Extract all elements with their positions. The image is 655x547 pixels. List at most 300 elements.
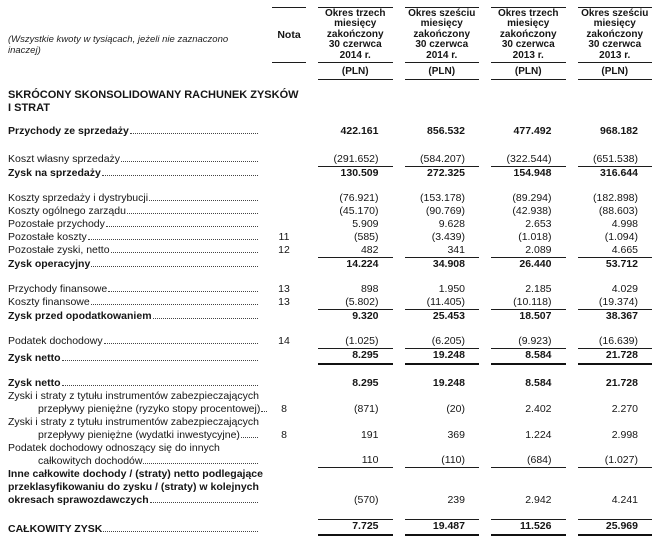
table-row bbox=[8, 283, 652, 296]
row-value-cell bbox=[479, 283, 566, 296]
row-value-cell bbox=[479, 296, 566, 309]
row-value-cell bbox=[306, 429, 393, 442]
row-value: 8.584 bbox=[525, 377, 552, 389]
row-value: 8.295 bbox=[318, 348, 393, 365]
dot-leader bbox=[91, 304, 258, 305]
row-value-cell bbox=[566, 377, 653, 390]
col-header-period-2 bbox=[393, 7, 480, 80]
table-row bbox=[8, 377, 652, 390]
row-label-text: Koszty finansowe bbox=[8, 296, 90, 308]
row-value-cell bbox=[566, 296, 653, 309]
period-label-line: 2013 r. bbox=[599, 49, 631, 61]
row-label-line bbox=[8, 352, 262, 365]
row-value-cell bbox=[479, 403, 566, 416]
row-value-cell bbox=[393, 283, 480, 296]
row-label-line bbox=[8, 218, 262, 231]
statement-title bbox=[8, 89, 652, 115]
row-value: (1.018) bbox=[518, 231, 552, 243]
row-value: 2.998 bbox=[611, 429, 638, 441]
row-value: (20) bbox=[446, 403, 465, 415]
period-label-line: miesięcy bbox=[507, 18, 550, 30]
row-label-line bbox=[8, 429, 262, 442]
period-label-line: 30 czerwca bbox=[501, 39, 555, 51]
row-label-line bbox=[8, 416, 262, 429]
row-value-cell bbox=[566, 257, 653, 271]
dot-leader bbox=[150, 502, 258, 503]
row-nota: 8 bbox=[281, 403, 287, 415]
row-value-cell bbox=[393, 153, 480, 166]
row-value: (88.603) bbox=[598, 205, 638, 217]
row-value-cell bbox=[393, 231, 480, 244]
statement-title-line2: I STRAT bbox=[8, 102, 50, 114]
row-label-text: Zysk operacyjny bbox=[8, 258, 91, 270]
row-value: 2.653 bbox=[525, 218, 552, 230]
row-value-cell bbox=[306, 218, 393, 231]
row-value: (322.544) bbox=[506, 153, 552, 165]
period-label bbox=[405, 7, 480, 63]
period-label-line: 2014 r. bbox=[339, 49, 371, 61]
row-value: 4.998 bbox=[611, 218, 638, 230]
row-label-text: Zysk netto bbox=[8, 352, 61, 364]
row-value: 191 bbox=[360, 429, 379, 441]
row-label bbox=[8, 218, 262, 231]
row-value: 422.161 bbox=[340, 125, 379, 137]
row-value: 19.487 bbox=[405, 519, 480, 536]
row-label-text: przepływy pieniężne (wydatki inwestycyjne) bbox=[38, 429, 240, 441]
row-value-cell bbox=[566, 309, 653, 323]
table-row bbox=[8, 205, 652, 218]
row-nota: 11 bbox=[278, 231, 290, 243]
row-value-cell bbox=[306, 309, 393, 323]
row-label-text: Podatek dochodowy bbox=[8, 335, 103, 347]
row-value: 14.224 bbox=[318, 257, 393, 271]
row-value: (3.439) bbox=[431, 231, 465, 243]
row-label-text: Zyski i straty z tytułu instrumentów zabezpieczających bbox=[8, 416, 259, 428]
row-value: 21.728 bbox=[605, 377, 638, 389]
dot-leader bbox=[91, 266, 258, 267]
row-value-cell bbox=[566, 348, 653, 365]
row-label-line bbox=[8, 125, 262, 138]
period-label-line: zakończony bbox=[326, 28, 384, 40]
row-label-text: Koszty ogólnego zarządu bbox=[8, 205, 126, 217]
row-label bbox=[8, 335, 262, 348]
row-value-cell bbox=[393, 494, 480, 507]
row-value: 53.712 bbox=[578, 257, 653, 271]
row-value-cell bbox=[393, 377, 480, 390]
row-value-cell bbox=[479, 153, 566, 166]
period-label-line: 2014 r. bbox=[426, 49, 458, 61]
row-label-line bbox=[8, 335, 262, 348]
row-value-cell bbox=[566, 283, 653, 296]
row-value: (19.374) bbox=[598, 296, 638, 308]
dot-leader bbox=[104, 343, 258, 344]
row-value-cell bbox=[393, 218, 480, 231]
row-label-text: Przychody ze sprzedaży bbox=[8, 125, 129, 137]
period-label-line: 30 czerwca bbox=[415, 39, 469, 51]
row-value: 21.728 bbox=[578, 348, 653, 365]
row-value: 272.325 bbox=[405, 166, 480, 180]
row-label-text: Podatek dochodowy odnoszący się do innych bbox=[8, 442, 220, 454]
row-label-line bbox=[8, 231, 262, 244]
period-label-line: Okres sześciu bbox=[581, 7, 649, 19]
row-value: 130.509 bbox=[318, 166, 393, 180]
row-value: 341 bbox=[447, 244, 465, 256]
row-value-cell bbox=[393, 309, 480, 323]
period-label-line: Okres trzech bbox=[497, 7, 559, 19]
row-value-cell bbox=[393, 454, 480, 468]
row-label-line bbox=[8, 494, 262, 507]
amounts-note-cell bbox=[8, 7, 262, 80]
row-value: (584.207) bbox=[420, 153, 465, 165]
row-value-cell bbox=[566, 205, 653, 218]
row-label-line bbox=[8, 403, 262, 416]
period-label-line: miesięcy bbox=[334, 18, 377, 30]
row-value: (291.652) bbox=[333, 153, 379, 165]
row-label bbox=[8, 205, 262, 218]
row-value-cell bbox=[479, 348, 566, 365]
dot-leader bbox=[102, 175, 258, 176]
dot-leader bbox=[103, 531, 258, 532]
row-value-cell bbox=[479, 125, 566, 138]
row-label-text: Pozostałe przychody bbox=[8, 218, 105, 230]
row-label-text: Pozostałe koszty bbox=[8, 231, 87, 243]
row-label-text: Zyski i straty z tytułu instrumentów zabezpieczających bbox=[8, 390, 259, 402]
row-value-cell bbox=[479, 205, 566, 218]
row-value: (5.802) bbox=[345, 296, 379, 308]
row-nota: 13 bbox=[278, 283, 290, 295]
dot-leader bbox=[111, 252, 258, 253]
row-label bbox=[8, 442, 262, 468]
row-value-cell bbox=[566, 519, 653, 536]
row-value: 110 bbox=[318, 454, 393, 468]
dot-leader bbox=[108, 291, 258, 292]
row-label-line bbox=[8, 205, 262, 218]
row-value: 25.969 bbox=[578, 519, 653, 536]
row-value: 2.089 bbox=[525, 244, 552, 256]
row-label-text: Przychody finansowe bbox=[8, 283, 108, 295]
table-row bbox=[8, 125, 652, 138]
dot-leader bbox=[88, 239, 258, 240]
row-value: 369 bbox=[447, 429, 465, 441]
row-label bbox=[8, 258, 262, 271]
row-value-cell bbox=[479, 192, 566, 205]
dot-leader bbox=[121, 161, 258, 162]
row-value-cell bbox=[393, 125, 480, 138]
row-label bbox=[8, 390, 262, 416]
row-label-line bbox=[8, 523, 262, 536]
row-value: 5.909 bbox=[352, 218, 379, 230]
row-value-cell bbox=[393, 257, 480, 271]
currency-unit: (PLN) bbox=[491, 63, 566, 80]
row-nota: 12 bbox=[278, 244, 290, 256]
row-value-cell bbox=[306, 244, 393, 257]
period-label-line: 2013 r. bbox=[512, 49, 544, 61]
table-row bbox=[8, 519, 652, 536]
row-label bbox=[8, 283, 262, 296]
row-value: 34.908 bbox=[405, 257, 480, 271]
dot-leader bbox=[143, 463, 258, 464]
row-nota: 13 bbox=[278, 296, 290, 308]
row-value-cell bbox=[479, 166, 566, 180]
row-value-cell bbox=[479, 257, 566, 271]
row-value-cell bbox=[479, 335, 566, 348]
statement-rows bbox=[8, 125, 652, 536]
statement-title-line1: SKRÓCONY SKONSOLIDOWANY RACHUNEK ZYSKÓW bbox=[8, 89, 299, 101]
row-value-cell bbox=[566, 231, 653, 244]
row-value: 1.224 bbox=[525, 429, 552, 441]
period-label bbox=[578, 7, 653, 63]
row-label-text: przeklasyfikowaniu do zysku / (straty) w kolejnych bbox=[8, 481, 259, 493]
period-label-line: Okres sześciu bbox=[408, 7, 476, 19]
row-value-cell bbox=[479, 244, 566, 257]
row-value-cell bbox=[393, 244, 480, 257]
row-value: (182.898) bbox=[593, 192, 638, 204]
row-label bbox=[8, 167, 262, 180]
row-label-text: Koszt własny sprzedaży bbox=[8, 153, 121, 165]
row-value: (684) bbox=[491, 454, 566, 468]
row-value: (45.170) bbox=[339, 205, 379, 217]
dot-leader bbox=[153, 318, 258, 319]
row-value: (6.205) bbox=[431, 335, 465, 347]
row-value-cell bbox=[566, 335, 653, 348]
row-value: 18.507 bbox=[491, 309, 566, 323]
row-value: (110) bbox=[405, 454, 480, 468]
row-value: 856.532 bbox=[427, 125, 465, 137]
row-value: 4.029 bbox=[611, 283, 638, 295]
row-value: (1.025) bbox=[345, 335, 379, 347]
row-label bbox=[8, 296, 262, 309]
row-value: (570) bbox=[353, 494, 379, 506]
dot-leader bbox=[62, 385, 258, 386]
row-label bbox=[8, 310, 262, 323]
row-value-cell bbox=[306, 348, 393, 365]
currency-unit: (PLN) bbox=[318, 63, 393, 80]
row-value-cell bbox=[566, 429, 653, 442]
amounts-note: (Wszystkie kwoty w tysiącach, jeżeli nie zaznaczono inaczej) bbox=[8, 34, 229, 56]
row-value: 968.182 bbox=[600, 125, 638, 137]
row-value-cell bbox=[306, 283, 393, 296]
row-value: (16.639) bbox=[598, 335, 638, 347]
row-label bbox=[8, 153, 262, 166]
dot-leader bbox=[62, 360, 258, 361]
row-label-text: Zysk netto bbox=[8, 377, 61, 389]
row-value-cell bbox=[306, 494, 393, 507]
row-value: 8.584 bbox=[491, 348, 566, 365]
row-value: 2.185 bbox=[525, 283, 552, 295]
table-row bbox=[8, 153, 652, 166]
row-value: (651.538) bbox=[593, 153, 638, 165]
period-label-line: zakończony bbox=[413, 28, 471, 40]
row-value-cell bbox=[479, 494, 566, 507]
row-label bbox=[8, 352, 262, 365]
table-row bbox=[8, 192, 652, 205]
table-row bbox=[8, 390, 652, 416]
col-header-period-4 bbox=[566, 7, 653, 80]
table-row bbox=[8, 468, 652, 507]
row-value: 4.241 bbox=[611, 494, 638, 506]
dot-leader bbox=[106, 226, 258, 227]
table-row bbox=[8, 335, 652, 348]
row-label bbox=[8, 125, 262, 138]
row-value-cell bbox=[566, 153, 653, 166]
table-row bbox=[8, 416, 652, 442]
row-value-cell bbox=[566, 218, 653, 231]
row-label-text: Zysk na sprzedaży bbox=[8, 167, 101, 179]
row-value-cell bbox=[566, 494, 653, 507]
row-value-cell bbox=[306, 519, 393, 536]
row-label bbox=[8, 377, 262, 390]
row-value: 9.628 bbox=[438, 218, 465, 230]
row-value-cell bbox=[306, 205, 393, 218]
row-value: 19.248 bbox=[405, 348, 480, 365]
row-nota: 8 bbox=[281, 429, 287, 441]
row-label-text: Pozostałe zyski, netto bbox=[8, 244, 110, 256]
currency-unit: (PLN) bbox=[578, 63, 653, 80]
row-value-cell bbox=[306, 377, 393, 390]
row-value-cell bbox=[393, 403, 480, 416]
row-value-cell bbox=[306, 192, 393, 205]
row-label bbox=[8, 523, 262, 536]
table-row bbox=[8, 166, 652, 180]
row-value-cell bbox=[306, 166, 393, 180]
row-value-cell bbox=[393, 519, 480, 536]
row-value: 25.453 bbox=[405, 309, 480, 323]
period-label-line: miesięcy bbox=[593, 18, 636, 30]
row-value: 898 bbox=[360, 283, 379, 295]
row-label-text: całkowitych dochodów bbox=[38, 455, 143, 467]
dot-leader bbox=[149, 200, 258, 201]
row-value: 8.295 bbox=[352, 377, 379, 389]
row-label-line bbox=[8, 258, 262, 271]
table-row bbox=[8, 348, 652, 365]
row-label-text: okresach sprawozdawczych bbox=[8, 494, 149, 506]
row-label-line bbox=[8, 442, 262, 455]
row-label-line bbox=[8, 468, 262, 481]
row-label bbox=[8, 192, 262, 205]
row-value-cell bbox=[393, 335, 480, 348]
row-value-cell bbox=[479, 218, 566, 231]
row-value: 239 bbox=[447, 494, 465, 506]
row-value: (76.921) bbox=[339, 192, 379, 204]
table-row bbox=[8, 218, 652, 231]
row-value: 26.440 bbox=[491, 257, 566, 271]
row-value-cell bbox=[306, 454, 393, 468]
row-value-cell bbox=[393, 429, 480, 442]
row-value: 154.948 bbox=[491, 166, 566, 180]
row-label-text: przepływy pieniężne (ryzyko stopy procentowej) bbox=[38, 403, 261, 415]
row-value-cell bbox=[306, 403, 393, 416]
row-value: 11.526 bbox=[491, 519, 566, 536]
row-label-line bbox=[8, 192, 262, 205]
row-value-cell bbox=[393, 166, 480, 180]
row-value: 477.492 bbox=[513, 125, 552, 137]
row-value: (90.769) bbox=[425, 205, 465, 217]
row-value: (1.027) bbox=[578, 454, 653, 468]
row-value-cell bbox=[479, 429, 566, 442]
period-label-line: miesięcy bbox=[420, 18, 463, 30]
col-header-nota: Nota bbox=[272, 7, 306, 63]
row-value-cell bbox=[566, 403, 653, 416]
row-label-line bbox=[8, 296, 262, 309]
row-value: 482 bbox=[360, 244, 379, 256]
row-label-line bbox=[8, 283, 262, 296]
row-label-line bbox=[8, 390, 262, 403]
row-nota: 14 bbox=[278, 335, 290, 347]
dot-leader bbox=[241, 437, 258, 438]
row-label-line bbox=[8, 377, 262, 390]
period-label-line: zakończony bbox=[499, 28, 557, 40]
row-value: (42.938) bbox=[512, 205, 552, 217]
period-label-line: 30 czerwca bbox=[328, 39, 382, 51]
row-value-cell bbox=[306, 335, 393, 348]
col-header-period-1 bbox=[306, 7, 393, 80]
row-label-text: CAŁKOWITY ZYSK bbox=[8, 523, 103, 535]
row-label-line bbox=[8, 153, 262, 166]
period-label-line: 30 czerwca bbox=[588, 39, 642, 51]
period-label-line: Okres trzech bbox=[324, 7, 386, 19]
col-header-nota-cell bbox=[262, 7, 306, 80]
table-row bbox=[8, 296, 652, 309]
row-value-cell bbox=[306, 257, 393, 271]
row-value: 19.248 bbox=[432, 377, 465, 389]
row-value-cell bbox=[566, 125, 653, 138]
row-value: 2.270 bbox=[611, 403, 638, 415]
row-value: (89.294) bbox=[512, 192, 552, 204]
row-value-cell bbox=[306, 296, 393, 309]
dot-leader bbox=[127, 213, 258, 214]
row-value-cell bbox=[566, 166, 653, 180]
row-value: 316.644 bbox=[578, 166, 653, 180]
row-value-cell bbox=[566, 244, 653, 257]
row-label-line bbox=[8, 455, 262, 468]
row-value-cell bbox=[306, 231, 393, 244]
table-row bbox=[8, 257, 652, 271]
row-value: (585) bbox=[353, 231, 379, 243]
row-value: 7.725 bbox=[318, 519, 393, 536]
row-value-cell bbox=[479, 231, 566, 244]
row-value: (10.118) bbox=[513, 296, 552, 308]
row-value: (871) bbox=[353, 403, 379, 415]
row-value: 1.950 bbox=[438, 283, 465, 295]
period-label-line: zakończony bbox=[586, 28, 644, 40]
period-label bbox=[491, 7, 566, 63]
row-label bbox=[8, 244, 262, 257]
row-value-cell bbox=[479, 454, 566, 468]
dot-leader bbox=[130, 133, 258, 134]
row-label bbox=[8, 468, 262, 507]
row-value-cell bbox=[566, 454, 653, 468]
col-header-period-3 bbox=[479, 7, 566, 80]
table-row bbox=[8, 231, 652, 244]
row-value: (9.923) bbox=[518, 335, 552, 347]
row-value-cell bbox=[306, 125, 393, 138]
table-row bbox=[8, 442, 652, 468]
row-value: (1.094) bbox=[604, 231, 638, 243]
row-label-text: Koszty sprzedaży i dystrybucji bbox=[8, 192, 149, 204]
row-label-text: Inne całkowite dochody / (straty) netto podlegające bbox=[8, 468, 263, 480]
table-row bbox=[8, 309, 652, 323]
row-value-cell bbox=[393, 205, 480, 218]
row-value: 2.942 bbox=[525, 494, 552, 506]
row-label bbox=[8, 416, 262, 442]
currency-unit: (PLN) bbox=[405, 63, 480, 80]
row-value: (11.405) bbox=[426, 296, 465, 308]
row-value-cell bbox=[566, 192, 653, 205]
row-value-cell bbox=[479, 519, 566, 536]
row-label-line bbox=[8, 244, 262, 257]
row-value: 2.402 bbox=[525, 403, 552, 415]
row-value-cell bbox=[393, 192, 480, 205]
